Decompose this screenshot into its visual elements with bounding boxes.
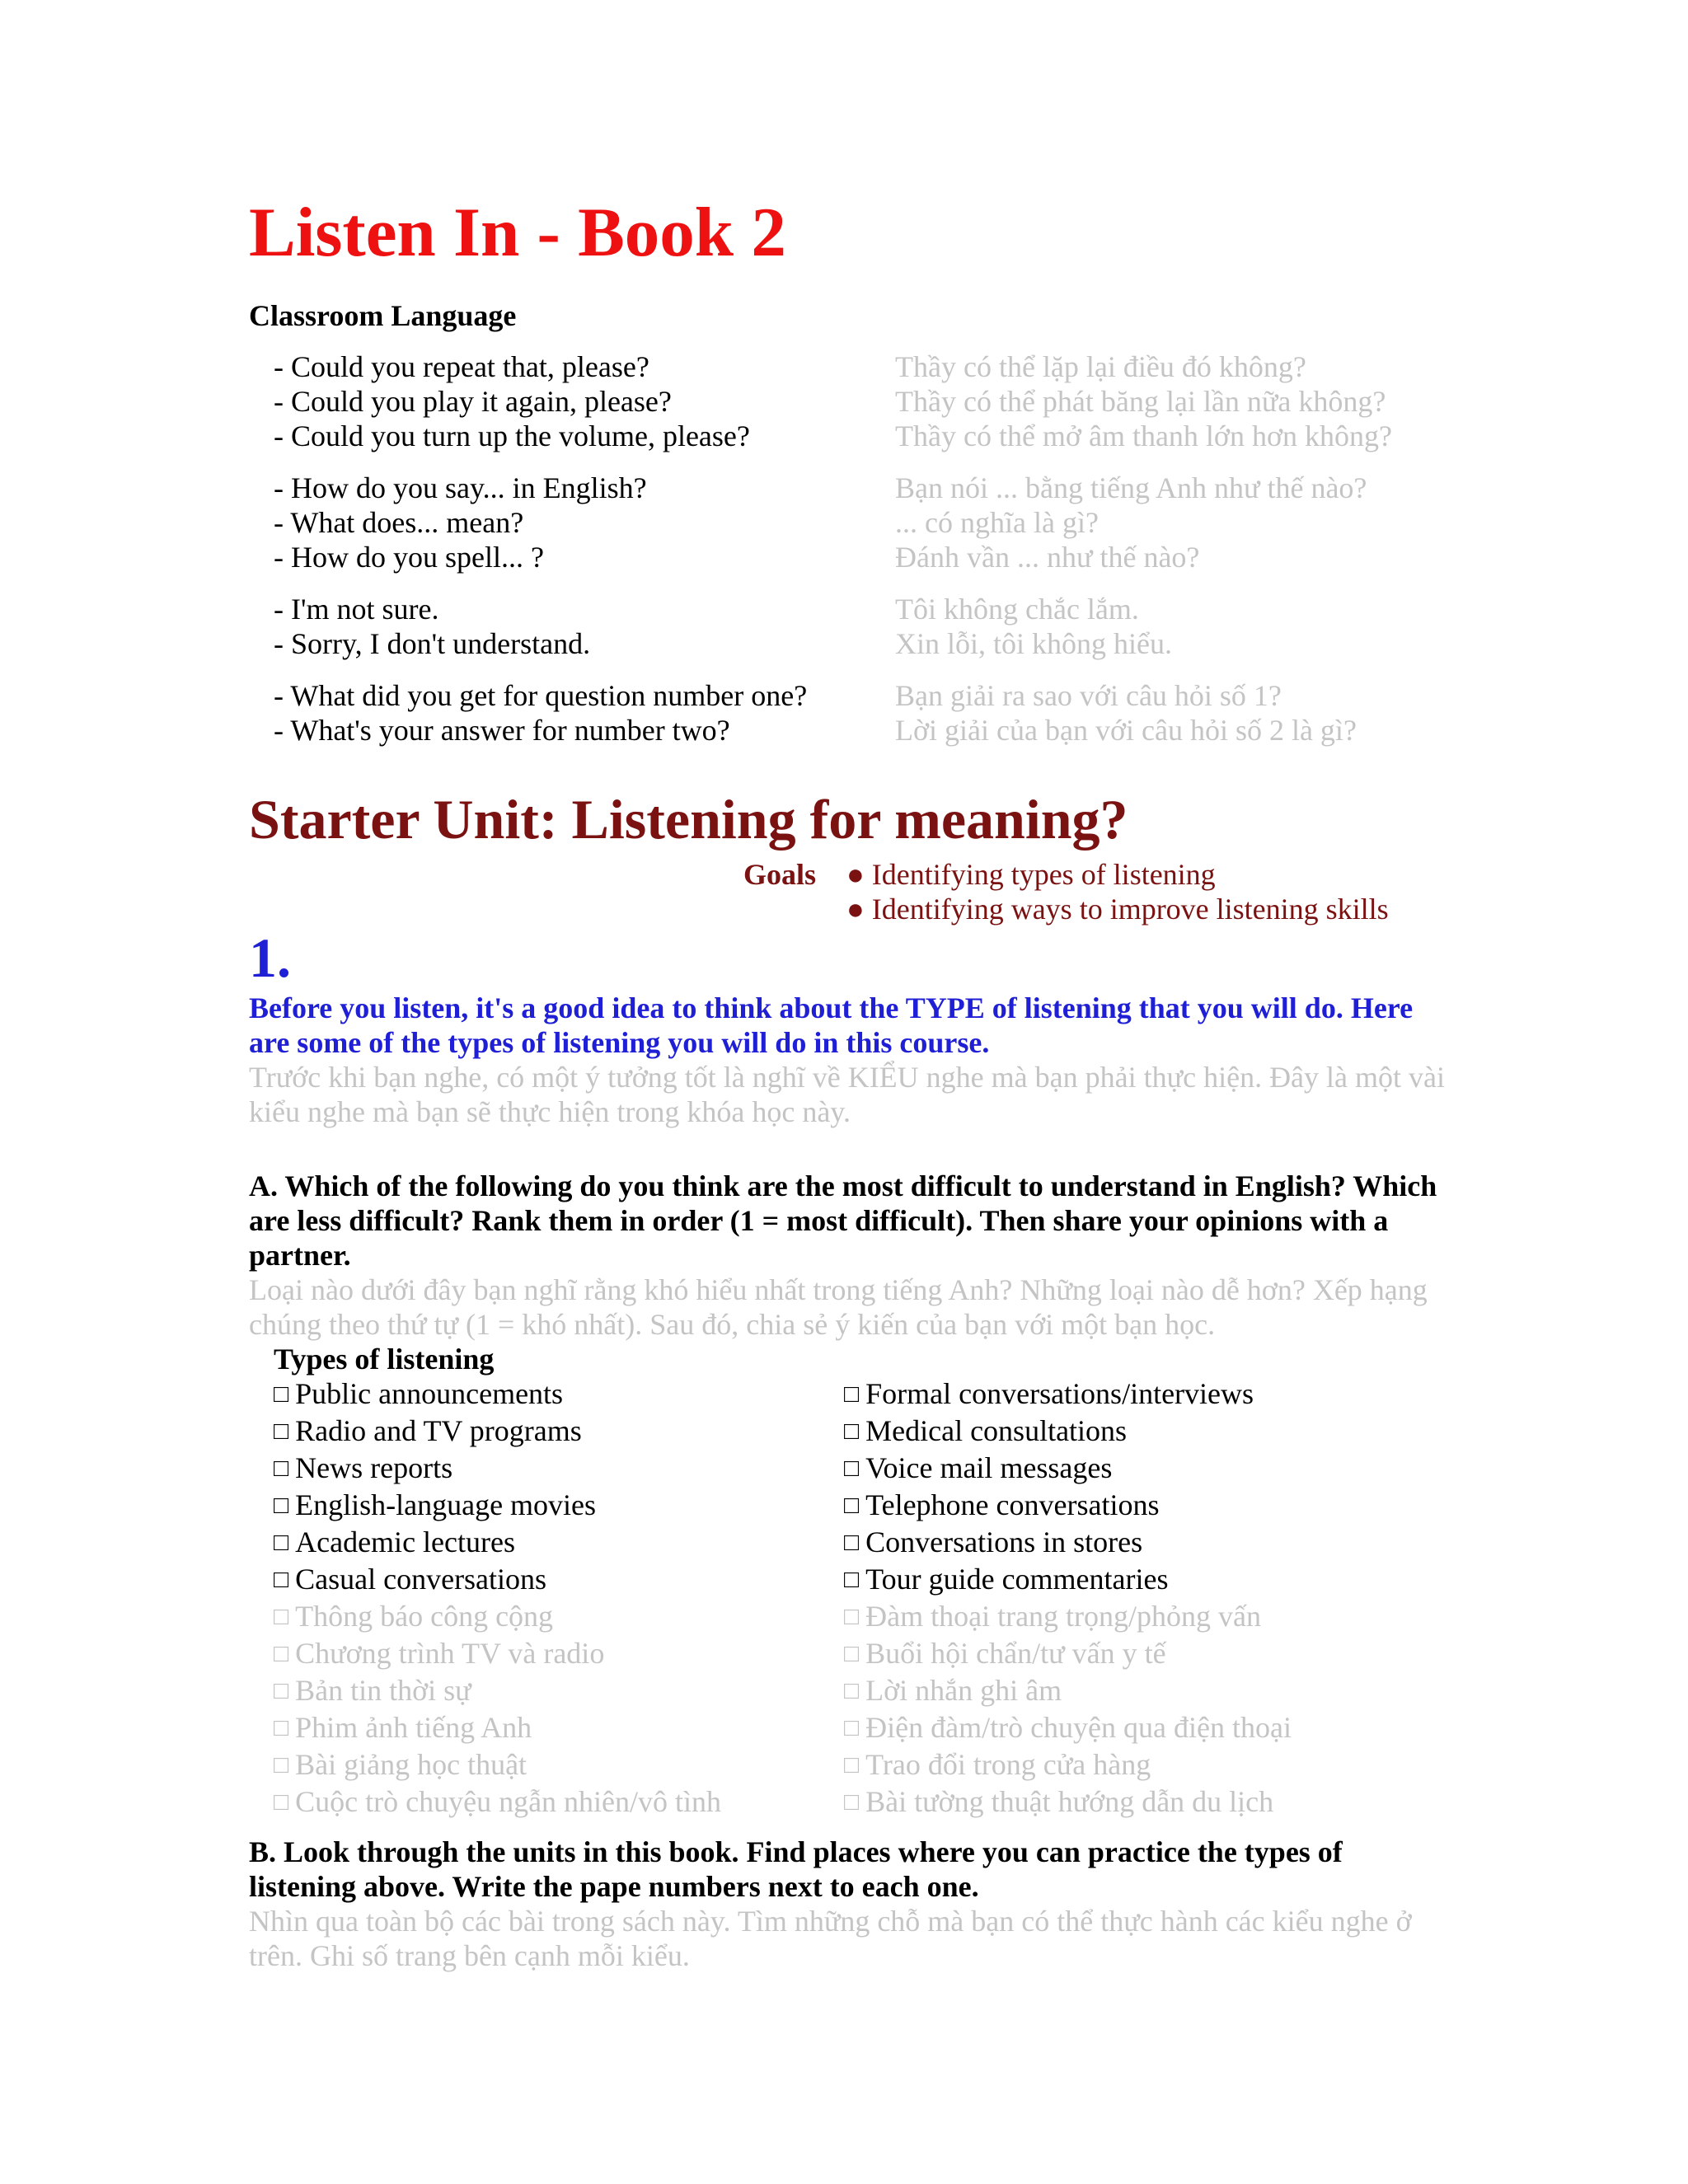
phrase-english: - Sorry, I don't understand. [274,627,591,660]
type-label: Academic lectures [295,1526,515,1558]
type-translation-item [844,1784,1292,1821]
checkbox-icon[interactable]: □ [844,1529,860,1556]
phrase-english: - How do you say... in English? [274,471,647,504]
phrase-english: - How do you spell... ? [274,541,544,574]
goals-list [846,857,1389,926]
checkbox-icon: □ [844,1751,860,1779]
phrase-vietnamese: Lời giải của bạn với câu hỏi số 2 là gì? [895,714,1357,747]
type-translation: Thông báo công cộng [295,1600,554,1633]
checkbox-icon[interactable]: □ [844,1380,860,1408]
type-label: Telephone conversations [865,1488,1160,1521]
phrase-english: - What does... mean? [274,506,524,539]
checkbox-icon[interactable]: □ [844,1566,860,1593]
phrase-vietnamese: Thầy có thể mở âm thanh lớn hơn không? [895,419,1392,452]
phrase-english: - What's your answer for number two? [274,714,730,747]
phrase-row [274,384,1428,419]
section-intro-english: Before you listen, it's a good idea to think about the TYPE of listening that you will do. Here are some of the types of listening you will do in this course. [249,991,1414,1059]
goal-item: ● Identifying ways to improve listening skills [846,893,1389,926]
phrase-english: - I'm not sure. [274,593,439,626]
type-label: Public announcements [295,1377,564,1410]
type-translation-item [274,1599,721,1636]
type-translation-item [844,1599,1292,1636]
type-translation-item [844,1673,1292,1710]
type-checkbox-item[interactable] [274,1488,721,1525]
type-checkbox-item[interactable] [844,1413,1292,1451]
checkbox-icon: □ [844,1640,860,1667]
checkbox-icon[interactable]: □ [274,1455,289,1482]
checkbox-icon: □ [274,1751,289,1779]
checkbox-icon[interactable]: □ [274,1529,289,1556]
type-translation-item [274,1673,721,1710]
checkbox-icon: □ [844,1603,860,1630]
type-checkbox-item[interactable] [844,1376,1292,1413]
type-translation: Phim ảnh tiếng Anh [295,1711,532,1744]
type-label: Tour guide commentaries [865,1563,1169,1596]
type-translation: Trao đổi trong cửa hàng [865,1748,1151,1781]
phrase-group [274,678,1428,748]
phrase-row [274,713,1428,748]
type-label: Casual conversations [295,1563,547,1596]
phrase-row [274,540,1428,574]
types-left-column [274,1376,721,1821]
phrase-row [274,592,1428,626]
type-translation-item [844,1636,1292,1673]
type-label: Conversations in stores [865,1526,1143,1558]
classroom-language-heading: Classroom Language [249,299,517,332]
checkbox-icon: □ [844,1677,860,1704]
checkbox-icon: □ [274,1788,289,1816]
checkbox-icon[interactable]: □ [844,1455,860,1482]
phrase-row [274,626,1428,661]
question-b-vietnamese: Nhìn qua toàn bộ các bài trong sách này. Tìm những chỗ mà bạn có thể thực hành các kiểu nghe ở trên. Ghi số trang bên cạnh mỗi kiểu. [249,1905,1412,1972]
type-translation: Bản tin thời sự [295,1674,471,1707]
checkbox-icon: □ [844,1714,860,1741]
phrase-english: - What did you get for question number one? [274,679,808,712]
phrase-row [274,505,1428,540]
unit-title: Starter Unit: Listening for meaning? [249,788,1128,851]
phrase-english: - Could you play it again, please? [274,385,672,418]
type-translation-item [844,1747,1292,1784]
goals-label: Goals [743,858,817,891]
type-translation: Bài tường thuật hướng dẫn du lịch [865,1785,1274,1818]
checkbox-icon: □ [274,1677,289,1704]
type-checkbox-item[interactable] [274,1562,721,1599]
phrase-group [274,592,1428,661]
phrase-vietnamese: Thầy có thể lặp lại điều đó không? [895,350,1306,383]
type-label: Formal conversations/interviews [865,1377,1254,1410]
type-translation-item [274,1784,721,1821]
type-label: Radio and TV programs [295,1414,582,1447]
type-translation: Cuộc trò chuyệu ngẫn nhiên/vô tình [295,1785,722,1818]
checkbox-icon: □ [274,1640,289,1667]
type-translation-item [274,1710,721,1747]
type-translation: Điện đàm/trò chuyện qua điện thoại [865,1711,1292,1744]
types-right-column [844,1376,1292,1821]
checkbox-icon: □ [274,1603,289,1630]
phrase-group [274,349,1428,453]
phrase-vietnamese: Xin lỗi, tôi không hiểu. [895,627,1172,660]
type-checkbox-item[interactable] [844,1562,1292,1599]
phrase-english: - Could you repeat that, please? [274,350,649,383]
type-checkbox-item[interactable] [844,1525,1292,1562]
phrase-vietnamese: Thầy có thể phát băng lại lần nữa không? [895,385,1386,418]
type-checkbox-item[interactable] [274,1525,721,1562]
type-label: English-language movies [295,1488,597,1521]
phrase-vietnamese: Tôi không chắc lắm. [895,593,1139,626]
type-translation: Đàm thoại trang trọng/phỏng vấn [865,1600,1262,1633]
phrase-vietnamese: Bạn nói ... bằng tiếng Anh như thế nào? [895,471,1367,504]
checkbox-icon: □ [274,1714,289,1741]
type-translation: Lời nhắn ghi âm [865,1674,1062,1707]
section-intro-vietnamese: Trước khi bạn nghe, có một ý tưởng tốt là nghĩ về KIỂU nghe mà bạn phải thực hiện. Đây là một vài kiểu nghe mà bạn sẽ thực hiện trong khóa học này. [249,1061,1446,1128]
phrase-english: - Could you turn up the volume, please? [274,419,750,452]
phrase-vietnamese: Bạn giải ra sao với câu hỏi số 1? [895,679,1282,712]
checkbox-icon[interactable]: □ [274,1380,289,1408]
type-label: News reports [295,1451,453,1484]
question-a-vietnamese: Loại nào dưới đây bạn nghĩ rằng khó hiểu nhất trong tiếng Anh? Những loại nào dễ hơn? Xếp hạng chúng theo thứ tự (1 = khó nhất). Sau đó, chia sẻ ý kiến của bạn với một bạn học. [249,1273,1428,1341]
type-translation-item [844,1710,1292,1747]
question-a-english: A. Which of the following do you think are the most difficult to understand in English? Which are less difficult? Rank them in order (1 = most difficult). Then share your opinions with a partner. [249,1169,1437,1272]
checkbox-icon[interactable]: □ [274,1418,289,1445]
checkbox-icon: □ [844,1788,860,1816]
checkbox-icon[interactable]: □ [274,1566,289,1593]
checkbox-icon[interactable]: □ [274,1492,289,1519]
type-checkbox-item[interactable] [274,1451,721,1488]
types-heading: Types of listening [274,1343,495,1376]
type-checkbox-item[interactable] [844,1488,1292,1525]
checkbox-icon[interactable]: □ [844,1418,860,1445]
type-checkbox-item[interactable] [844,1451,1292,1488]
type-translation: Chương trình TV và radio [295,1637,605,1670]
section-number: 1. [249,926,291,989]
type-label: Voice mail messages [865,1451,1113,1484]
phrase-row [274,419,1428,453]
phrase-row [274,349,1428,384]
phrase-row [274,471,1428,505]
type-checkbox-item[interactable] [274,1413,721,1451]
book-title: Listen In - Book 2 [249,194,786,271]
type-translation-item [274,1747,721,1784]
phrase-group [274,471,1428,574]
type-translation: Buổi hội chẩn/tư vấn y tế [865,1637,1166,1670]
type-translation: Bài giảng học thuật [295,1748,528,1781]
type-label: Medical consultations [865,1414,1128,1447]
question-b-english: B. Look through the units in this book. Find places where you can practice the types of listening above. Write the pape numbers next to each one. [249,1835,1343,1903]
type-translation-item [274,1636,721,1673]
phrase-vietnamese: ... có nghĩa là gì? [895,506,1099,539]
checkbox-icon[interactable]: □ [844,1492,860,1519]
goal-item: ● Identifying types of listening [846,858,1216,891]
phrase-vietnamese: Đánh vần ... như thế nào? [895,541,1200,574]
phrase-row [274,678,1428,713]
type-checkbox-item[interactable] [274,1376,721,1413]
